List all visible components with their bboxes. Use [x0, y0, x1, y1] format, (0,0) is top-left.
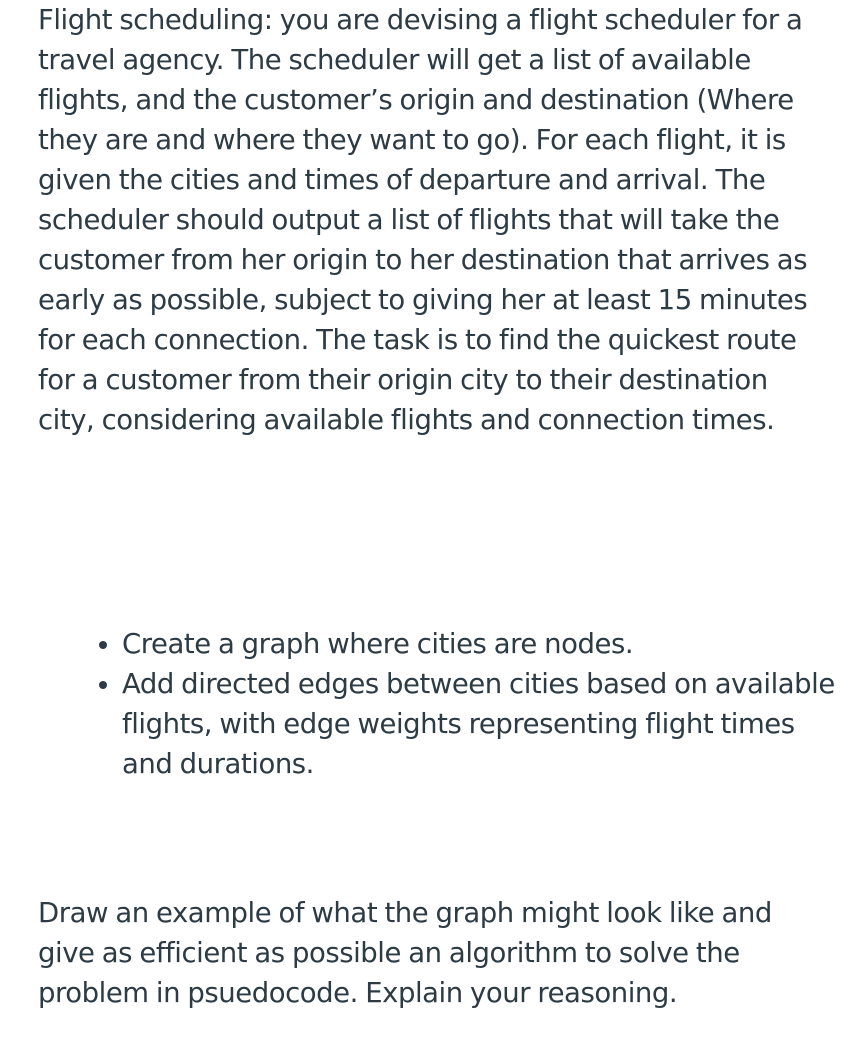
- document-body: [38, 0, 835, 1009]
- closing-paragraph: Draw an example of what the graph might look like and give as efficient as possible an algorithm to solve the problem in psuedocode. Explain your reasoning.: [38, 897, 772, 1009]
- list-item-directed-edges: • Add directed edges between cities based on available flights, with edge weights representing flight times and durations.: [122, 664, 842, 784]
- list-item-graph-nodes: • Create a graph where cities are nodes.: [122, 624, 842, 664]
- intro-paragraph: Flight scheduling: you are devising a flight scheduler for a travel agency. The scheduler will get a list of available flights, and the customer’s origin and destination (Where they are and where they want to go). For each flight, it is given the cities and times of departure and arrival. The scheduler should output a list of flights that will take the customer from her origin to her destination that arrives as early as possible, subject to giving her at least 15 minutes for each connection. The task is to find the quickest route for a customer from their origin city to their destination city, considering available flights and connection times.: [38, 4, 808, 436]
- steps-list: [38, 624, 842, 784]
